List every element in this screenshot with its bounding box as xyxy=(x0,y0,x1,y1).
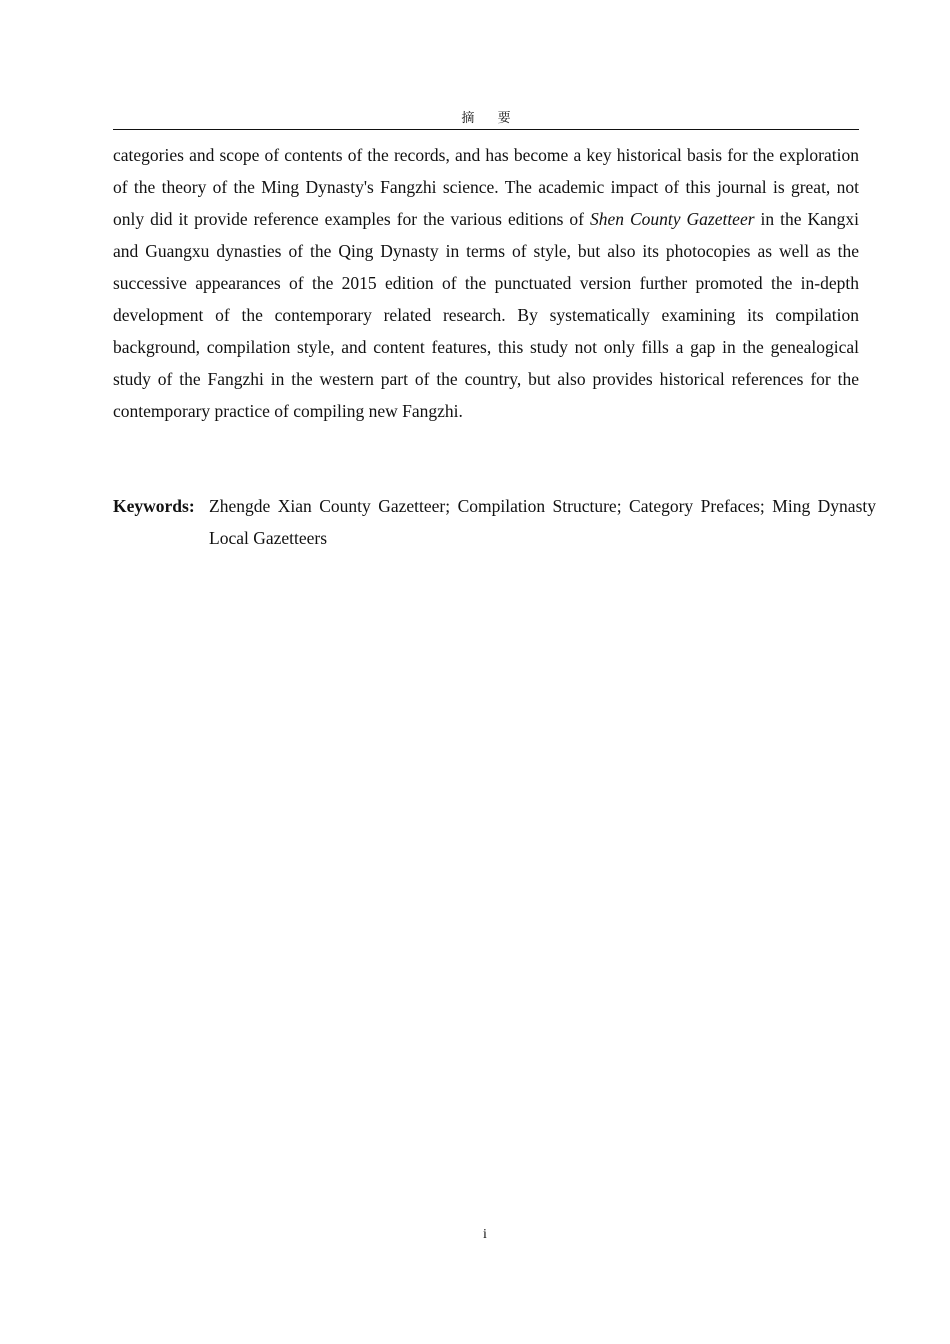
abstract-italic-title: Shen County Gazetteer xyxy=(589,209,755,229)
keywords-label: Keywords: xyxy=(113,496,195,516)
running-header xyxy=(113,108,859,130)
header-title: 摘 要 xyxy=(461,110,521,125)
abstract-text-part2: in the Kangxi and Guangxu dynasties of the Qing Dynasty in terms of style, but also its photocopies as well as the successive appearances of the 2015 edition of the punctuated version further promoted the in-depth development of the contemporary related research. By systematically examining its compilation background, compilation style, and content features, this study not only fills a gap in the genealogical study of the Fangzhi in the western part of the country, but also provides historical references for the contemporary practice of compiling new Fangzhi. xyxy=(113,209,859,421)
abstract-text-part1: categories and scope of contents of the records, and has become a key historical basis for the exploration of the theory of the Ming Dynasty's Fangzhi science. The academic impact of this journal is great, not only did it provide reference examples for the various editions of xyxy=(113,145,859,229)
abstract-paragraph xyxy=(113,139,859,427)
keywords-text: Zhengde Xian County Gazetteer; Compilation Structure; Category Prefaces; Ming Dynasty Local Gazetteers xyxy=(209,496,876,548)
keywords-block xyxy=(113,490,876,554)
page-number: i xyxy=(483,1227,487,1242)
